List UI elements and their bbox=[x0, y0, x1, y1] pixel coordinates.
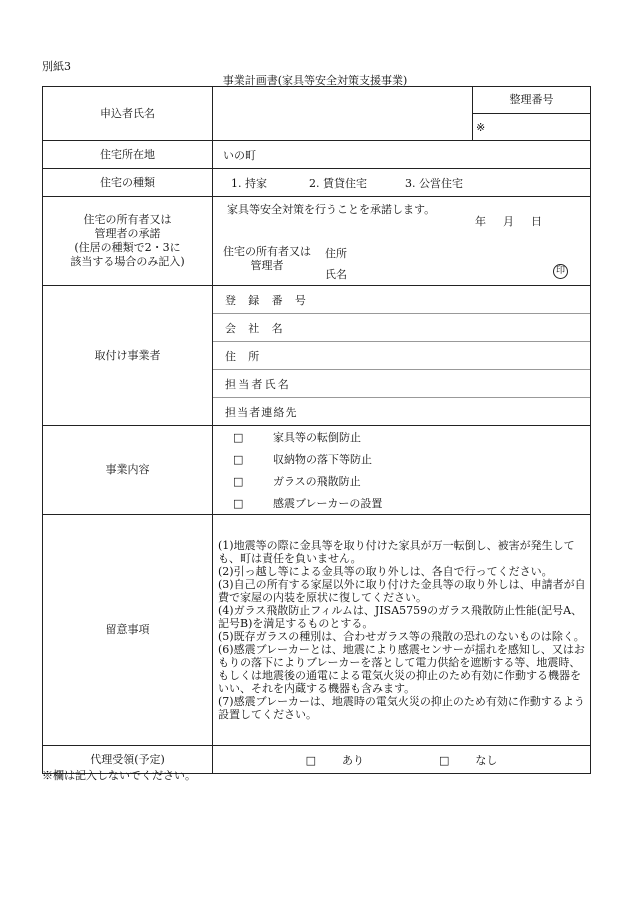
address-value: いの町 bbox=[223, 148, 256, 162]
checkbox-icon[interactable]: □ bbox=[233, 474, 244, 488]
work-item-label: 収納物の落下等防止 bbox=[273, 453, 372, 466]
housing-type-label: 住宅の種類 bbox=[43, 169, 213, 197]
application-form-table bbox=[42, 86, 591, 774]
owner-consent-label-line: (住居の種類で2・3に bbox=[74, 241, 181, 254]
work-item-label: 感震ブレーカーの設置 bbox=[273, 497, 383, 510]
checkbox-icon[interactable]: □ bbox=[233, 452, 244, 466]
note-item: (4)ガラス飛散防止フィルムは、JISA5759のガラス飛散防止性能(記号A、記号B)を満足するものとする。 bbox=[218, 604, 583, 630]
owner-consent-label bbox=[43, 197, 213, 286]
checkbox-icon[interactable]: □ bbox=[439, 753, 450, 767]
proxy-no-option[interactable] bbox=[439, 754, 497, 767]
owner-role-label bbox=[217, 245, 317, 273]
housing-type-field bbox=[213, 169, 591, 197]
consent-statement: 家具等安全対策を行うことを承諾します。 bbox=[227, 203, 436, 216]
work-item-furniture[interactable] bbox=[213, 426, 590, 448]
reference-number-field bbox=[473, 114, 591, 141]
notes-label: 留意事項 bbox=[43, 515, 213, 746]
contractor-label: 取付け事業者 bbox=[43, 286, 213, 426]
owner-consent-label-line: 住宅の所有者又は bbox=[83, 213, 172, 226]
work-content-label: 事業内容 bbox=[43, 426, 213, 515]
owner-role-line: 管理者 bbox=[250, 259, 284, 272]
note-item: (2)引っ越し等による金具等の取り外しは、各自で行ってください。 bbox=[218, 565, 553, 578]
applicant-name-label: 申込者氏名 bbox=[43, 87, 213, 141]
checkbox-icon[interactable]: □ bbox=[233, 430, 244, 444]
proxy-receipt-field bbox=[213, 746, 591, 774]
housing-option-owned[interactable]: 1. 持家 bbox=[231, 176, 267, 190]
note-item: (7)感震ブレーカーは、地震時の電気火災の抑止のため有効に作動するよう設置してください。 bbox=[218, 695, 585, 721]
reference-number-label: 整理番号 bbox=[473, 87, 591, 114]
note-item: (5)既存ガラスの種別は、合わせガラス等の飛散の恐れのないものは除く。 bbox=[218, 630, 585, 643]
checkbox-icon[interactable]: □ bbox=[233, 496, 244, 510]
contractor-person-in-charge[interactable]: 担当者氏名 bbox=[213, 370, 590, 398]
checkbox-icon[interactable]: □ bbox=[305, 753, 316, 767]
reference-mark: ※ bbox=[476, 120, 486, 134]
work-item-glass[interactable] bbox=[213, 470, 590, 492]
work-item-storage[interactable] bbox=[213, 448, 590, 470]
contractor-address[interactable]: 住 所 bbox=[213, 342, 590, 370]
footer-note: ※欄は記入しないでください。 bbox=[42, 769, 196, 782]
owner-name-label[interactable]: 氏名 bbox=[325, 268, 347, 281]
attachment-label: 別紙3 bbox=[42, 60, 71, 73]
owner-role-line: 住宅の所有者又は bbox=[223, 245, 311, 258]
applicant-name-field[interactable] bbox=[213, 87, 473, 141]
date-year[interactable]: 年 bbox=[475, 215, 486, 228]
note-item: (6)感震ブレーカーとは、地震により感震センサーが揺れを感知し、又はおもりの落下によりブレーカーを落として電力供給を遮断する等、地震時、もしくは地震後の通電による電気火災の抑止のため有効に作動する機器をいい、それを内蔵する機器も含みます。 bbox=[218, 643, 585, 695]
document-title: 事業計画書(家具等安全対策支援事業) bbox=[222, 74, 408, 87]
proxy-receipt-label: 代理受領(予定) bbox=[43, 746, 213, 774]
housing-option-public[interactable]: 3. 公営住宅 bbox=[405, 176, 463, 190]
owner-consent-field bbox=[213, 197, 591, 286]
housing-option-rental[interactable]: 2. 賃貸住宅 bbox=[309, 176, 367, 190]
note-item: (3)自己の所有する家屋以外に取り付けた金具等の取り外しは、申請者が自費で家屋の内装を原状に復してください。 bbox=[218, 578, 586, 604]
seal-mark: 印 bbox=[553, 264, 568, 279]
contractor-contact[interactable]: 担当者連絡先 bbox=[225, 405, 298, 419]
work-content-field bbox=[213, 426, 591, 515]
date-month[interactable]: 月 bbox=[503, 215, 514, 228]
owner-consent-label-line: 管理者の承諾 bbox=[94, 227, 161, 240]
work-item-label: ガラスの飛散防止 bbox=[273, 475, 361, 488]
note-item: (1)地震等の際に金具等を取り付けた家具が万一転倒し、被害が発生しても、町は責任を負いません。 bbox=[218, 539, 575, 565]
proxy-no-label: なし bbox=[475, 753, 498, 767]
address-field[interactable] bbox=[213, 141, 591, 169]
work-item-label: 家具等の転倒防止 bbox=[273, 431, 361, 444]
contractor-registration-number[interactable]: 登 録 番 号 bbox=[213, 286, 590, 314]
date-day[interactable]: 日 bbox=[531, 215, 542, 228]
owner-consent-label-line: 該当する場合のみ記入) bbox=[70, 255, 185, 268]
contractor-field bbox=[213, 286, 591, 426]
notes-field bbox=[213, 515, 591, 746]
proxy-yes-option[interactable] bbox=[306, 754, 364, 767]
proxy-yes-label: あり bbox=[342, 753, 364, 767]
work-item-breaker[interactable] bbox=[213, 492, 590, 514]
owner-address-label[interactable]: 住所 bbox=[325, 247, 347, 260]
contractor-company-name[interactable]: 会 社 名 bbox=[213, 314, 590, 342]
address-label: 住宅所在地 bbox=[43, 141, 213, 169]
